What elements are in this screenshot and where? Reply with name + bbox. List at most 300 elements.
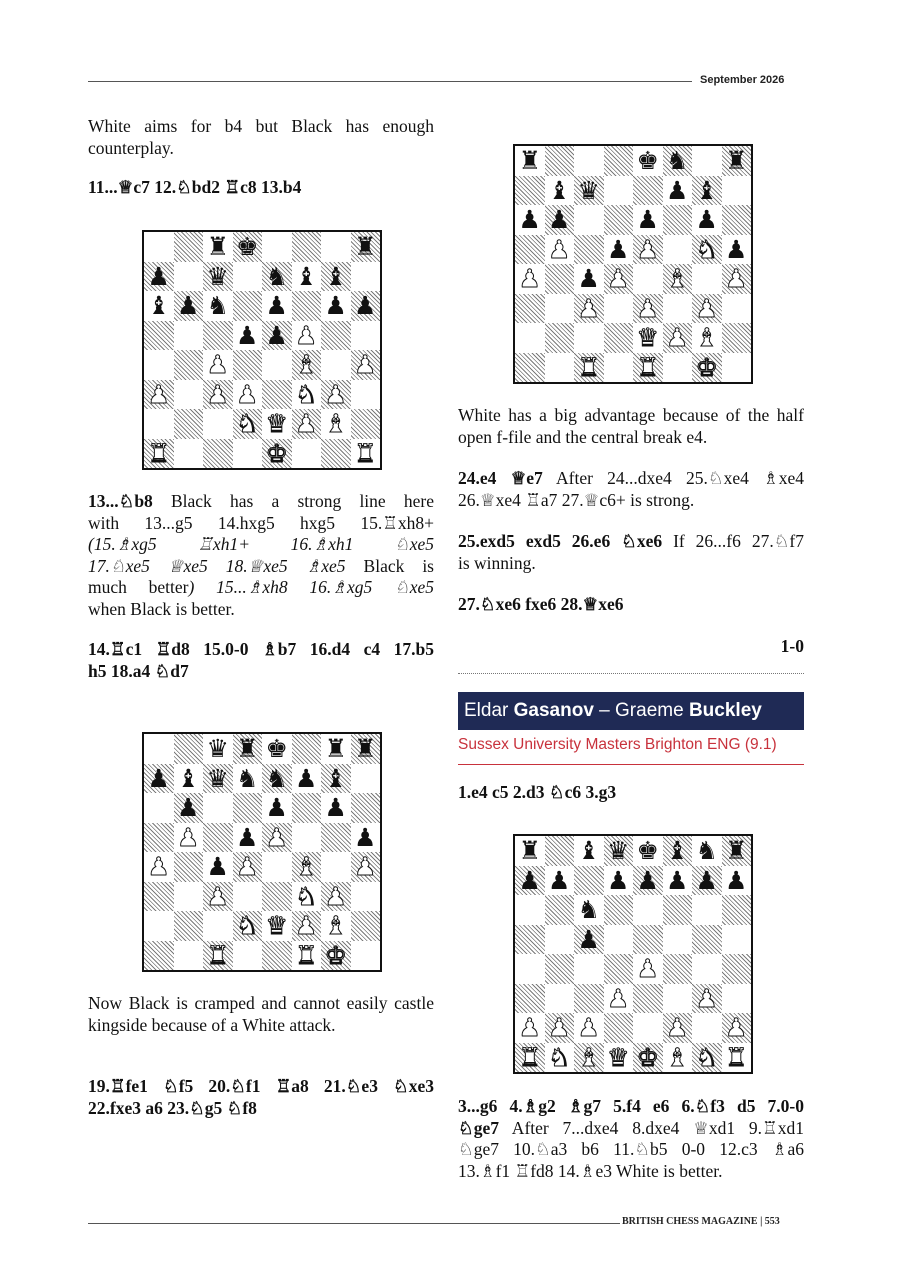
white-rook-icon: ♜ [295, 940, 318, 970]
white-bishop-icon: ♝ [324, 911, 347, 941]
board-square [203, 941, 233, 971]
board-square [233, 232, 263, 262]
board-square [545, 1013, 575, 1043]
board-square [233, 793, 263, 823]
white-pawn-icon: ♟ [636, 954, 659, 984]
white-pawn-icon: ♟ [324, 881, 347, 911]
white-knight-icon: ♞ [295, 881, 318, 911]
board-square [351, 734, 381, 764]
board-square [692, 954, 722, 984]
board-square [203, 823, 233, 853]
board-square [663, 1013, 693, 1043]
board-square [174, 882, 204, 912]
board-square [574, 866, 604, 896]
white-king-icon: ♚ [695, 352, 718, 382]
black-pawn-icon: ♟ [607, 865, 630, 895]
board-square [545, 323, 575, 353]
board-square [321, 321, 351, 351]
white-knight-icon: ♞ [236, 409, 259, 439]
board-square [292, 823, 322, 853]
annotation-13 [88, 491, 434, 620]
board-square [633, 984, 663, 1014]
black-rook-icon: ♜ [354, 232, 377, 262]
black-pawn-icon: ♟ [354, 822, 377, 852]
annotation-line: 26.♕xe4 ♖a7 27.♕c6+ is strong. [458, 489, 695, 510]
board-square [692, 176, 722, 206]
board-square [633, 866, 663, 896]
white-pawn-icon: ♟ [177, 822, 200, 852]
board-square [351, 439, 381, 469]
board-square [174, 734, 204, 764]
annotation-text: After 24...dxe4 25.♘xe4 ♗xe4 [542, 468, 804, 488]
board-square [515, 1043, 545, 1073]
white-pawn-icon: ♟ [607, 264, 630, 294]
black-pawn-icon: ♟ [725, 865, 748, 895]
white-rook-icon: ♜ [636, 352, 659, 382]
board-square [144, 350, 174, 380]
black-bishop-icon: ♝ [548, 175, 571, 205]
board-square [545, 294, 575, 324]
white-pawn-icon: ♟ [548, 234, 571, 264]
board-square [633, 836, 663, 866]
board-square [545, 264, 575, 294]
black-last: Buckley [688, 700, 762, 721]
black-bishop-icon: ♝ [324, 763, 347, 793]
black-bishop-icon: ♝ [695, 175, 718, 205]
black-knight-icon: ♞ [577, 895, 600, 925]
board-square [321, 291, 351, 321]
board-square [692, 1043, 722, 1073]
board-square [292, 409, 322, 439]
black-pawn-icon: ♟ [236, 822, 259, 852]
board-square [722, 323, 752, 353]
black-pawn-icon: ♟ [636, 865, 659, 895]
white-bishop-icon: ♝ [295, 852, 318, 882]
board-square [604, 866, 634, 896]
black-knight-icon: ♞ [236, 763, 259, 793]
board-square [203, 911, 233, 941]
black-pawn-icon: ♟ [354, 291, 377, 321]
board-square [351, 852, 381, 882]
board-square [663, 895, 693, 925]
board-square [292, 882, 322, 912]
board-square [262, 439, 292, 469]
board-square [292, 911, 322, 941]
board-square [174, 764, 204, 794]
board-square [144, 262, 174, 292]
white-pawn-icon: ♟ [695, 293, 718, 323]
board-square [545, 353, 575, 383]
board-square [722, 1013, 752, 1043]
board-square [574, 353, 604, 383]
board-square [233, 409, 263, 439]
black-king-icon: ♚ [236, 232, 259, 262]
black-rook-icon: ♜ [206, 232, 229, 262]
board-square [722, 294, 752, 324]
move-text: 19.♖fe1 ♘f5 20.♘f1 ♖a8 21.♘e3 ♘xe3 [88, 1076, 434, 1096]
black-king-icon: ♚ [636, 146, 659, 176]
game-result: 1-0 [780, 636, 804, 656]
board-square [574, 294, 604, 324]
board-square [692, 925, 722, 955]
white-pawn-icon: ♟ [548, 1013, 571, 1043]
board-square [722, 205, 752, 235]
white-pawn-icon: ♟ [206, 350, 229, 380]
board-square [351, 232, 381, 262]
white-rook-icon: ♜ [518, 1042, 541, 1072]
board-square [144, 291, 174, 321]
board-square [351, 941, 381, 971]
board-square [722, 264, 752, 294]
black-pawn-icon: ♟ [666, 175, 689, 205]
black-pawn-icon: ♟ [324, 793, 347, 823]
board-square [663, 954, 693, 984]
board-square [233, 734, 263, 764]
board-square [174, 380, 204, 410]
annotation-24 [458, 468, 804, 511]
white-pawn-icon: ♟ [725, 1013, 748, 1043]
board-square [692, 984, 722, 1014]
game-title [458, 692, 804, 730]
board-square [604, 264, 634, 294]
white-pawn-icon: ♟ [206, 881, 229, 911]
board-square [351, 793, 381, 823]
board-square [233, 941, 263, 971]
board-square [515, 1013, 545, 1043]
annotation-text: After 7...dxe4 8.dxe4 ♕xd1 9.♖xd1 [498, 1117, 804, 1138]
white-bishop-icon: ♝ [295, 350, 318, 380]
board-square [351, 350, 381, 380]
board-square [663, 264, 693, 294]
white-pawn-icon: ♟ [725, 264, 748, 294]
board-square [633, 895, 663, 925]
board-square [262, 852, 292, 882]
white-king-icon: ♚ [265, 438, 288, 468]
board-square [233, 911, 263, 941]
board-square [233, 291, 263, 321]
board-square [321, 764, 351, 794]
board-square [174, 793, 204, 823]
white-pawn-icon: ♟ [265, 822, 288, 852]
annotation-line-italic: 17.♘xe5 ♕xe5 18.♕xe5 ♗xe5 [88, 555, 346, 576]
annotation-line: with 13...g5 14.hxg5 hxg5 15.♖xh8+ [88, 512, 434, 533]
board-square [203, 764, 233, 794]
board-square [292, 941, 322, 971]
white-pawn-icon: ♟ [636, 293, 659, 323]
white-king-icon: ♚ [636, 1042, 659, 1072]
black-king-icon: ♚ [265, 734, 288, 764]
board-square [515, 264, 545, 294]
board-square [203, 793, 233, 823]
move-text: 3...g6 4.♗g2 ♗g7 5.f4 e6 6.♘f3 d5 7.0-0 [458, 1096, 804, 1116]
board-square [321, 911, 351, 941]
black-pawn-icon: ♟ [548, 205, 571, 235]
board-square [233, 439, 263, 469]
board-square [633, 235, 663, 265]
black-bishop-icon: ♝ [295, 261, 318, 291]
annotation-line-italic: (15.♗xg5 ♖xh1+ 16.♗xh1 ♘xe5 [88, 534, 434, 554]
board-square [321, 262, 351, 292]
chess-diagram-2 [142, 732, 382, 972]
white-bishop-icon: ♝ [695, 323, 718, 353]
white-pawn-icon: ♟ [354, 852, 377, 882]
board-square [321, 380, 351, 410]
board-square [351, 321, 381, 351]
move-bold: ♕e7 [496, 468, 543, 488]
black-rook-icon: ♜ [518, 836, 541, 866]
board-square [174, 291, 204, 321]
board-square [604, 353, 634, 383]
board-square [262, 793, 292, 823]
board-square [574, 984, 604, 1014]
annotation-3 [458, 1096, 804, 1182]
board-square [262, 409, 292, 439]
board-square [292, 262, 322, 292]
white-pawn-icon: ♟ [147, 379, 170, 409]
black-rook-icon: ♜ [236, 734, 259, 764]
white-pawn-icon: ♟ [577, 293, 600, 323]
board-square [545, 176, 575, 206]
board-square [574, 323, 604, 353]
board-square [574, 1043, 604, 1073]
white-queen-icon: ♛ [265, 911, 288, 941]
black-pawn-icon: ♟ [265, 793, 288, 823]
white-pawn-icon: ♟ [607, 983, 630, 1013]
board-square [692, 1013, 722, 1043]
board-square [203, 262, 233, 292]
board-square [574, 235, 604, 265]
white-pawn-icon: ♟ [577, 1013, 600, 1043]
board-square [722, 235, 752, 265]
board-square [545, 1043, 575, 1073]
white-rook-icon: ♜ [577, 352, 600, 382]
board-square [144, 941, 174, 971]
footer-label: BRITISH CHESS MAGAZINE | 553 [622, 1216, 780, 1227]
board-square [692, 323, 722, 353]
black-pawn-icon: ♟ [518, 865, 541, 895]
board-square [262, 911, 292, 941]
board-square [351, 291, 381, 321]
issue-date: September 2026 [700, 74, 785, 86]
board-square [633, 1013, 663, 1043]
white-rook-icon: ♜ [206, 940, 229, 970]
board-square [515, 146, 545, 176]
black-rook-icon: ♜ [354, 734, 377, 764]
board-square [203, 232, 233, 262]
board-square [144, 882, 174, 912]
board-square [144, 321, 174, 351]
board-square [144, 852, 174, 882]
move-line-14 [88, 639, 434, 682]
board-square [174, 232, 204, 262]
board-square [321, 852, 351, 882]
board-square [692, 294, 722, 324]
white-pawn-icon: ♟ [147, 852, 170, 882]
board-square [574, 836, 604, 866]
move-text: 14.♖c1 ♖d8 15.0-0 ♗b7 16.d4 c4 17.b5 [88, 639, 434, 659]
board-square [262, 321, 292, 351]
white-queen-icon: ♛ [265, 409, 288, 439]
white-bishop-icon: ♝ [324, 409, 347, 439]
board-square [144, 764, 174, 794]
board-square [515, 866, 545, 896]
board-square [604, 954, 634, 984]
board-square [663, 353, 693, 383]
board-square [292, 350, 322, 380]
board-square [545, 205, 575, 235]
board-square [692, 895, 722, 925]
board-square [262, 734, 292, 764]
board-square [515, 895, 545, 925]
board-square [515, 323, 545, 353]
board-square [574, 1013, 604, 1043]
board-square [574, 925, 604, 955]
annotation-line: is winning. [458, 552, 536, 573]
board-square [604, 895, 634, 925]
board-square [321, 409, 351, 439]
white-knight-icon: ♞ [695, 1042, 718, 1072]
white-queen-icon: ♛ [636, 323, 659, 353]
opening-moves: 1.e4 c5 2.d3 ♘c6 3.g3 [458, 782, 617, 802]
annotation-text: Black is [345, 555, 434, 576]
board-square [604, 294, 634, 324]
annotation-line: 13.♗f1 ♖fd8 14.♗e3 White is better. [458, 1160, 723, 1181]
board-square [262, 380, 292, 410]
black-pawn-icon: ♟ [607, 234, 630, 264]
move-bold: ♘ge7 [458, 1117, 499, 1138]
black-pawn-icon: ♟ [636, 205, 659, 235]
black-pawn-icon: ♟ [265, 291, 288, 321]
board-square [574, 264, 604, 294]
board-square [174, 350, 204, 380]
white-pawn-icon: ♟ [666, 1013, 689, 1043]
board-square [722, 866, 752, 896]
black-first: – Graeme [593, 700, 689, 721]
board-square [292, 232, 322, 262]
board-square [203, 291, 233, 321]
black-pawn-icon: ♟ [577, 264, 600, 294]
white-pawn-icon: ♟ [295, 320, 318, 350]
board-square [321, 232, 351, 262]
black-pawn-icon: ♟ [725, 234, 748, 264]
board-square [663, 323, 693, 353]
black-pawn-icon: ♟ [518, 205, 541, 235]
board-square [351, 882, 381, 912]
board-square [515, 353, 545, 383]
board-square [604, 146, 634, 176]
white-pawn-icon: ♟ [695, 983, 718, 1013]
white-last: Gasanov [513, 700, 594, 721]
board-square [233, 823, 263, 853]
white-knight-icon: ♞ [695, 234, 718, 264]
white-bishop-icon: ♝ [666, 264, 689, 294]
board-square [351, 262, 381, 292]
board-square [722, 925, 752, 955]
board-square [144, 380, 174, 410]
board-square [722, 954, 752, 984]
white-bishop-icon: ♝ [577, 1042, 600, 1072]
black-bishop-icon: ♝ [177, 763, 200, 793]
black-pawn-icon: ♟ [577, 924, 600, 954]
board-square [574, 954, 604, 984]
board-square [574, 895, 604, 925]
black-queen-icon: ♛ [577, 175, 600, 205]
board-square [545, 146, 575, 176]
annotation-line-italic: ) 15...♗xh8 16.♗xg5 ♘xe5 [188, 577, 434, 597]
board-square [233, 321, 263, 351]
black-pawn-icon: ♟ [666, 865, 689, 895]
board-square [292, 734, 322, 764]
board-square [351, 409, 381, 439]
board-square [144, 439, 174, 469]
board-square [292, 439, 322, 469]
board-square [144, 232, 174, 262]
header-rule [88, 81, 692, 82]
board-square [233, 764, 263, 794]
board-square [292, 852, 322, 882]
board-square [321, 439, 351, 469]
board-square [144, 409, 174, 439]
black-rook-icon: ♜ [725, 836, 748, 866]
black-bishop-icon: ♝ [577, 836, 600, 866]
board-square [633, 264, 663, 294]
board-square [663, 1043, 693, 1073]
board-square [633, 925, 663, 955]
annotation-line: when Black is better. [88, 598, 235, 619]
white-pawn-icon: ♟ [636, 234, 659, 264]
board-square [633, 1043, 663, 1073]
black-knight-icon: ♞ [666, 146, 689, 176]
white-pawn-icon: ♟ [236, 379, 259, 409]
board-square [574, 146, 604, 176]
black-pawn-icon: ♟ [147, 261, 170, 291]
black-pawn-icon: ♟ [295, 763, 318, 793]
board-square [203, 852, 233, 882]
paragraph-advantage: White has a big advantage because of the half open f-file and the central break e4. [458, 405, 804, 447]
black-rook-icon: ♜ [518, 146, 541, 176]
board-square [663, 984, 693, 1014]
board-square [292, 764, 322, 794]
black-pawn-icon: ♟ [177, 793, 200, 823]
board-square [174, 941, 204, 971]
board-square [351, 764, 381, 794]
board-square [722, 1043, 752, 1073]
black-knight-icon: ♞ [265, 763, 288, 793]
board-square [262, 823, 292, 853]
board-square [262, 882, 292, 912]
white-pawn-icon: ♟ [295, 409, 318, 439]
black-bishop-icon: ♝ [666, 836, 689, 866]
black-pawn-icon: ♟ [147, 763, 170, 793]
board-square [203, 321, 233, 351]
board-square [663, 836, 693, 866]
board-square [262, 291, 292, 321]
board-square [722, 353, 752, 383]
white-pawn-icon: ♟ [236, 852, 259, 882]
white-rook-icon: ♜ [725, 1042, 748, 1072]
board-square [722, 895, 752, 925]
board-square [174, 262, 204, 292]
board-square [515, 176, 545, 206]
event-name: Sussex University Masters Brighton ENG (9.1) [458, 736, 777, 753]
white-knight-icon: ♞ [236, 911, 259, 941]
board-square [233, 262, 263, 292]
board-square [233, 882, 263, 912]
board-square [633, 954, 663, 984]
board-square [545, 925, 575, 955]
board-square [203, 734, 233, 764]
board-square [515, 984, 545, 1014]
